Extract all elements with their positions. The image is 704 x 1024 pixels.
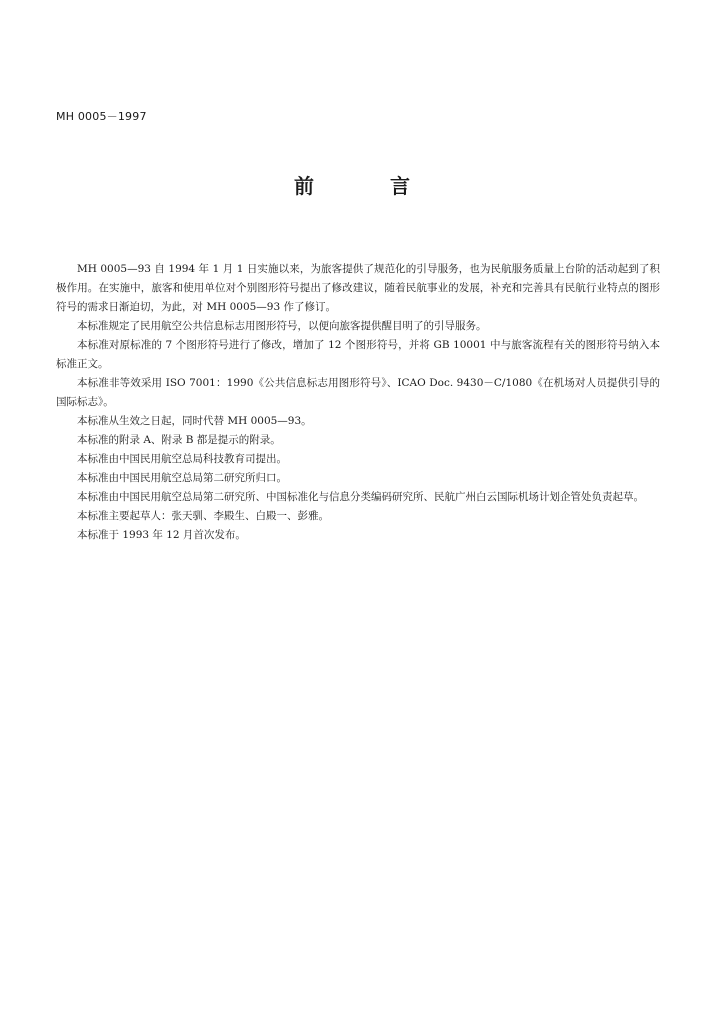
paragraph: 本标准非等效采用 ISO 7001：1990《公共信息标志用图形符号》、ICAO Doc. 9430－C/1080《在机场对人员提供引导的国际标志》。: [56, 377, 660, 408]
document-code: MH 0005－1997: [56, 110, 147, 123]
paragraph: MH 0005—93 自 1994 年 1 月 1 日实施以来，为旅客提供了规范化的引导服务，也为民航服务质量上台阶的活动起到了积极作用。在实施中，旅客和使用单位对个别图形符号提出了修改建议，随着民航事业的发展，补充和完善具有民航行业特点的图形符号的需求日渐迫切，为此，对 MH 0005—93 作了修订。: [56, 263, 660, 313]
paragraph: 本标准的附录 A、附录 B 都是提示的附录。: [77, 434, 281, 446]
paragraph: 本标准主要起草人：张天驯、李殿生、白殿一、彭雅。: [77, 510, 329, 522]
paragraph: 本标准由中国民用航空总局科技教育司提出。: [77, 453, 287, 465]
foreword-body: [56, 260, 660, 545]
paragraph: 本标准由中国民用航空总局第二研究所归口。: [77, 472, 287, 484]
paragraph: 本标准规定了民用航空公共信息标志用图形符号，以便向旅客提供醒目明了的引导服务。: [77, 320, 487, 332]
paragraph: 本标准从生效之日起，同时代替 MH 0005—93。: [77, 415, 312, 427]
paragraph: 本标准对原标准的 7 个图形符号进行了修改，增加了 12 个图形符号，并将 GB 10001 中与旅客流程有关的图形符号纳入本标准正文。: [56, 339, 660, 370]
page-title: 前 言: [294, 174, 438, 198]
paragraph: 本标准由中国民用航空总局第二研究所、中国标准化与信息分类编码研究所、民航广州白云国际机场计划企管处负责起草。: [77, 491, 644, 503]
paragraph: 本标准于 1993 年 12 月首次发布。: [77, 529, 246, 541]
